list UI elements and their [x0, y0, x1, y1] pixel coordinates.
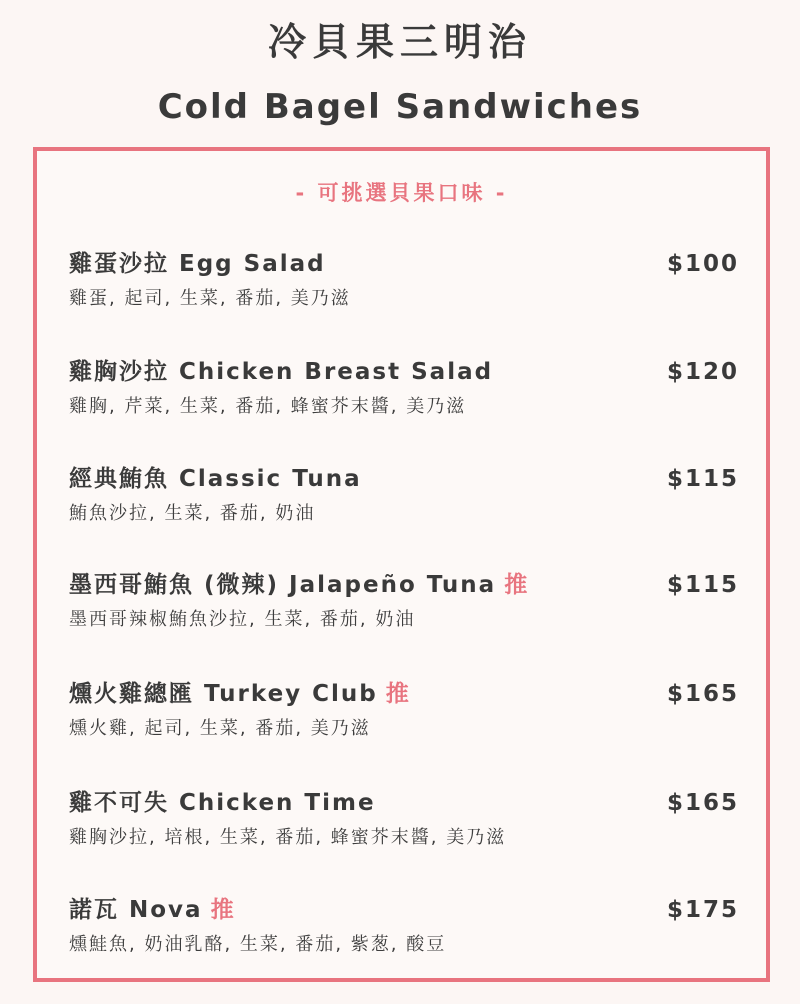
item-price: $120 [666, 359, 739, 385]
recommend-badge: 推 [210, 897, 236, 923]
recommend-badge: 推 [504, 572, 530, 598]
item-price: $115 [666, 466, 739, 492]
item-price: $165 [666, 681, 739, 707]
menu-item [69, 893, 739, 963]
page-title-zh: 冷貝果三明治 [267, 20, 532, 64]
menu-item [69, 247, 739, 317]
menu-item [69, 677, 739, 747]
menu-item [69, 462, 739, 532]
item-name: 諾瓦 Nova 推 [69, 897, 236, 923]
menu-item [69, 355, 739, 425]
section-heading: - 可挑選貝果口味 - [295, 181, 508, 205]
item-name: 雞蛋沙拉 Egg Salad [69, 251, 326, 277]
item-price: $115 [666, 572, 739, 598]
item-name: 燻火雞總匯 Turkey Club 推 [69, 681, 411, 707]
item-price: $100 [666, 251, 739, 277]
item-description: 鮪魚沙拉, 生菜, 番茄, 奶油 [69, 503, 316, 524]
item-description: 燻火雞, 起司, 生菜, 番茄, 美乃滋 [69, 718, 371, 739]
item-name: 雞胸沙拉 Chicken Breast Salad [69, 359, 494, 385]
item-price: $165 [666, 790, 739, 816]
menu-box [33, 147, 770, 982]
menu-item [69, 786, 739, 856]
page-title-en: Cold Bagel Sandwiches [157, 87, 643, 127]
recommend-badge: 推 [385, 681, 411, 707]
item-name: 經典鮪魚 Classic Tuna [69, 466, 362, 492]
item-description: 雞蛋, 起司, 生菜, 番茄, 美乃滋 [69, 288, 351, 309]
menu-item [69, 568, 739, 638]
item-description: 雞胸, 芹菜, 生菜, 番茄, 蜂蜜芥末醬, 美乃滋 [69, 396, 467, 417]
item-name: 墨西哥鮪魚 (微辣) Jalapeño Tuna 推 [69, 572, 530, 598]
item-description: 雞胸沙拉, 培根, 生菜, 番茄, 蜂蜜芥末醬, 美乃滋 [69, 827, 507, 848]
item-name: 雞不可失 Chicken Time [69, 790, 376, 816]
item-description: 墨西哥辣椒鮪魚沙拉, 生菜, 番茄, 奶油 [69, 609, 416, 630]
item-price: $175 [666, 897, 739, 923]
item-description: 燻鮭魚, 奶油乳酪, 生菜, 番茄, 紫葱, 酸豆 [69, 934, 447, 955]
